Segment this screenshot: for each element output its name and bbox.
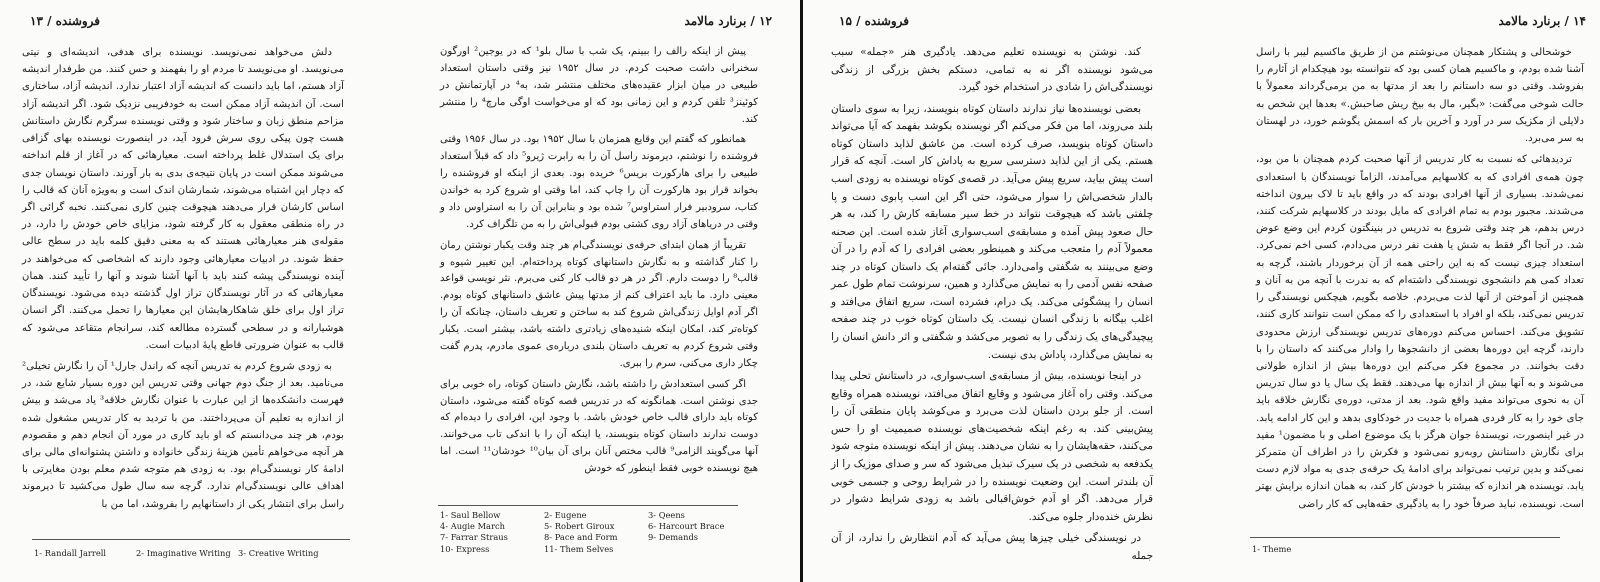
paragraph: تقریباً از همان ابتدای حرفه‌ی نویسندگی‌ام هر چند وقت یکبار نوشتن رمان را کنار گذاشته و به نگارش داستانهای کوتاه پرداخته‌ام. این تغییر شیوه و قالب⁸ را دوست دارم. اگر در هر دو قالب کار کنی می‌برم. نثر نویسی قواعد معینی دارد. ما باید اعتراف کنم از مدتها پیش عاشق داستانهای کوتاه بودم. اگر آدم اوایل زندگی‌اش شروع کند به ساختن و تعریف داستان، چنانکه آن را کوتاه‌تر کند، امکان اینکه شنیده‌های زیادتری داشته باشد، بیشتر است. یکبار وقتی شروع کردم به تعریف داستان بلندی درباره‌ی عموی مادرم، پدرم گفت چکار داری می‌کنی، سرم را ببری. [440, 239, 758, 369]
footnote-row [440, 521, 724, 532]
footnote: 11- Them Selves [544, 543, 614, 554]
page-15-body [831, 44, 1153, 569]
footnote: 1- Saul Bellow [440, 510, 501, 520]
footnote-rule [438, 505, 738, 506]
paragraph: تردیدهائی که نسبت به کار تدریس از آنها صحبت کردم همچنان با من بود، چون همه‌ی افرادی که به کلاسهایم می‌آمدند، الزاماً نویسندگان با استعدادی نمی‌شدند. بسیاری از آنها افرادی بودند که در واقع باید تا لاک بیرون انداخته می‌شدند. مجبور بودم به تمام افرادی که مایل بودند در کلاسهایم شرکت کنند، درس بدهم، هر چند وقتی شروع به تدریس در بنینگتون کردم این وضع عوض شد. در آنجا اگر فقط به شش یا هفت نفر درس می‌دادم، کسی اخم نمی‌کرد. استعداد چیزی نیست که به این راحتی همه از آن برخوردار باشند، گرچه به تعداد کمی هم دانشجوی نویسندگی داشته‌ام که به ندرت با آنچه من به آنان و همچنین از آموختن از آنها لذت می‌بردم. خلاصه بگویم، هیچکس نویسندگی را تدریس نمی‌کند، بلکه او افراد با استعدادی را که ممکن است نتوانند کاری کنند، تشویق می‌کند. احساس می‌کنم دوره‌های تدریس نویسندگی ارزش محدودی دارند، گرچه این دوره‌ها بعضی از دانشجوها را وادار می‌کنند که داستان را با دقت بخوانند. در مجموع فکر می‌کنم این دوره‌ها بیش از اندازه طولانی می‌شوند و به آنها بیش از اندازه بها می‌دهند. فقط یک سال یا دو سال تدریس آن به نحوی می‌تواند مفید واقع شود. بعد از مدتی، دوره‌ی نگارش خلاقه باید جای خود را به کار فردی همراه با جدیت در خودکاوی بدهد و این کار ادامه یابد. در غیر اینصورت، نویسندهٔ جوان هرگز با یک موضوع اصلی و با مضمون¹ مفید برای نگارش داستانش روبه‌رو نمی‌شود و فکرش را در اطراف آن متمرکز نمی‌کند و بدین ترتیب نمی‌تواند برای ادامهٔ یک حرفه‌ی جدی به مواد لازم دست یابد. نویسنده هر اندازه که بیشتر با خودش کار کند، به همان اندازه برایش بهتر است. نویسنده، نباید صرفاً خود را به یادگیری حقه‌هایی که کار راضی [1256, 154, 1584, 510]
footnote: 4- Augie March [440, 521, 505, 532]
page-14-footnotes [1252, 544, 1291, 555]
footnote-row [1252, 544, 1291, 555]
page-13-header: فروشنده / ۱۳ [30, 14, 101, 28]
footnote-row [34, 548, 319, 559]
page-12 [390, 0, 800, 582]
page-14-body [1256, 44, 1584, 517]
page-15-header: فروشنده / ۱۵ [839, 14, 910, 28]
footnote: 6- Harcourt Brace [648, 521, 725, 532]
paragraph: به زودی شروع کردم به تدریس آنچه که راندل جارل¹ آن را نگارش تخیلی² می‌نامید. بعد از جنگ دوم جهانی وقتی تدریس این دوره بسیار شایع شد، در فهرست دانشکده‌ها از این عبارت با عنوان نگارش خلاقه³ یاد می‌شد و بیش از اندازه به تعلیم آن می‌پرداختند. من با تردید به کار تدریس مشغول شده بودم، هر چند می‌دانستم که او باید کاری در مورد آن انجام دهم و مقصودم هر آنچه می‌خواهم تأمین هزینهٔ زندگی خانواده و داشتن پشتوانه‌ای مالی برای ادامهٔ کار نویسندگی‌ام بود. به زودی هم متوجه شدم معلم بودن مغایرتی با اهداف عالی نویسندگی‌ام ندارد. گرچه سه سال طول می‌کشید تا دیرموند راسل برای انتشار یکی از داستانهایم را بفروشد، اما من با [22, 360, 345, 510]
footnote: 7- Farrar Straus [440, 532, 508, 543]
page-15 [803, 0, 1196, 582]
page-13-footnotes [34, 548, 319, 559]
footnote: 3- Qeens [648, 510, 685, 520]
paragraph: دلش می‌خواهد نمی‌نویسد. نویسنده برای هدفی، اندیشه‌ای و نیتی می‌نویسد. او می‌نویسد تا مردم او را بفهمند و حس کنند. من طرفدار اندیشه آزاد هستم، اما باید دانست که اندیشه آزاد اعتبار ندارد. اندیشه آزاد، ساختاری است. آن اندیشه آزاد ممکن است به خودفریبی نزدیک شود. اگر اندیشه آزاد مزاحم منطق زبان و ساختار شود و وقتی نویسنده سرگرم نگارش داستانش هست چون پیکی روی سرش فرود آید، در اینصورت نویسنده بهای گزافی برای یک استدلال غلط پرداخته است. معیارهائی که در آغاز از قلم انداخته می‌شوند ممکن است در پایان نتیجه‌ی بدی به بار آورند. داستان نویسان جدی که دچار این اشتباه می‌شوند، شمارشان اندک است و به‌ویژه آنان که قالب را اساس کارشان قرار می‌دهند هیچوقت چنین کاری نمی‌کنند. نخبه گرائی اگر در راه منطقی معقول به کار گرفته شود، مزایای خاص خودش را دارد، در مقوله‌ی هنر معیارهائی هستند که به معنی دقیق کلمه باید در سطح عالی حفظ شوند. در ادبیات معیارهائی وجود دارند که اشخاصی که می‌خواهند در آینده نویسندگی پیشه کنند باید با آنها آشنا شوند و آنها را تأیید کنند. همان معیارهائی که در آثار نویسندگان تراز اول گذشته دیده می‌شود. نویسندگان تراز اول برای خلق شاهکارهایشان این معیارها را تحمل می‌کنند. اگر انسان هوشیارانه و در سطحی گسترده مطالعه کند، سرانجام متقاعد می‌شود که قالب به عنوان ضرورتی قاطع پایهٔ ادبیات است. [22, 47, 344, 351]
page-13-body [22, 44, 344, 517]
footnote-rule [1250, 537, 1560, 538]
footnote: 1- Randall Jarrell [34, 548, 107, 558]
page-13 [0, 0, 390, 582]
footnote-rule [32, 539, 350, 540]
footnote: 9- Demands [648, 532, 699, 543]
page-12-header: ۱۲ / برنارد مالامد [684, 14, 772, 28]
paragraph: در نویسندگی خیلی چیزها پیش می‌آید که آدم انتظارش را ندارد، از آن جمله [831, 532, 1153, 562]
paragraph: در اینجا نویسنده، بیش از مسابقه‌ی اسب‌سواری، در داستانش تحلی پیدا می‌کند. وقتی راه آغاز می‌شود و وقایع اتفاق می‌افتد، نویسنده همراه وقایع است. از جلو بردن داستان لذت می‌برد و می‌کوشد پایان منطقی آن را پیش‌بینی کند. به رغم اینکه شخصیت‌های نویسنده صمیمیت او را حس می‌کنند، حقه‌هایشان را به نشان می‌دهند. پیش از اینکه نویسنده متوجه شود یکدفعه به شخصی در یک سیرک تبدیل می‌شود که سر و صدای موزیک را از آن بلندتر است. این وضعیت نویسنده را در شرایط روحی و جسمی خوبی قرار می‌دهد. اگر او آدم خوش‌اقبالی باشد به زودی شرایط دشوار در نظرش خنده‌دار جلوه می‌کند. [831, 370, 1153, 523]
page-12-body [440, 44, 758, 482]
paragraph: کند. نوشتن به نویسنده تعلیم می‌دهد. یادگیری هنر «جمله» سبب می‌شود نویسنده اگر نه به تمامی، دستکم بخش بزرگی از زندگی نویسندگی‌اش را شادی در استخدام خود گیرد. [831, 46, 1153, 94]
page-12-footnotes [440, 510, 724, 555]
footnote: 2- Eugene [544, 510, 587, 520]
paragraph: همانطور که گفتم این وقایع همزمان با سال ۱۹۵۲ بود. در سال ۱۹۵۶ وقتی فروشنده را نوشتم، دیرموند راسل آن را به رابرت ژیرو⁵ داد که قبلاً استعداد طبیعی را برای هارکورت بریس⁶ خریده بود. بعدی از اینکه او فروشنده را بخواند قرار بود هارکورت آن را چاپ کند، اما وقتی او شروع کرد به خواندن کتاب، سرودبیر فرار استراوس⁷ شده بود و بنابراین آن را به استراوس داد و وقتی در دریاهای آزاد روی کشتی بودم قبولی‌اش را به من تلگراف کرد. [440, 134, 759, 230]
paragraph: بعضی نویسنده‌ها نیاز ندارند داستان کوتاه بنویسند، زیرا به سوی داستان بلند می‌روند، اما من فکر می‌کنم اگر نویسنده بکوشد بفهمد که آیا می‌تواند داستان کوتاه بنویسد، صرف کرده است. من عاشق لذاید داستان کوتاه هستم. یکی از این لذاید دسترسی سریع به پاداش کار است. آنچه که قرار است پیش بیاید، سریع پیش می‌آید. در قصه‌ی کوتاه نویسنده به زودی اسب بالدار شخصی‌اش را سوار می‌شود، حتی اگر این اسب پابوی دست و پا چلفتی باشد که هیچوقت نتواند در خط سیر مسابقه کارش را کند، به هر حال صعود پیش آمده و مسابقه‌ی اسب‌سواری آغاز شده است. این صحنه معمولاً آدم را متعجب می‌کند و همینطور بعضی افرادی را که آدم را در آن وضع می‌بینند به شگفتی وامی‌دارد. جائی گفته‌ام یک داستان کوتاه در چند صفحه نفس آدمی را به نمایش می‌گذارد و همین، سرنوشت تمام طول عمر انسان را پیشگوئی می‌کند. یک درام، فشرده است، سریع اتفاق می‌افتد و اغلب بیگانه با زندگی انسان نیست. یک داستان کوتاه خوب در چند صفحه پیچیدگی‌های یک زندگی را به تصویر می‌کشد و شگفتی و اثر دانش انسان را به نمایش می‌گذارد، پاداش بدی نیست. [831, 102, 1153, 361]
footnote: 5- Robert Giroux [544, 521, 615, 532]
footnote: 3- Creative Writing [238, 548, 319, 558]
footnote: 8- Pace and Form [544, 532, 618, 543]
footnote: 1- Theme [1252, 544, 1292, 554]
footnote: 2- Imaginative Writing [136, 548, 231, 558]
paragraph: پیش از اینکه رالف را ببینم، یک شب با سال بلو¹ که در یوجین² اورگون سخنرانی داشت صحبت کردم. در سال ۱۹۵۲ نیز وقتی داستان استعداد طبیعی در میان ابزار عقیده‌های مختلف منتشر شد، به⁴ در آپارتمانش در کوئینز³ تلفن کردم و این زمانی بود که او می‌خواست اوگی مارچ⁴ را منتشر کند. [440, 46, 759, 125]
footnote-row [440, 532, 724, 543]
footnote-row [440, 510, 724, 521]
footnote: 10- Express [440, 543, 490, 554]
paragraph: اگر کسی استعدادش را داشته باشد، نگارش داستان کوتاه، راه خوبی برای جدی نوشتن است. همانگونه که در تدریس قصه کوتاه گفته می‌شود، داستان کوتاه باید دارای قالب خاص خودش باشد. با وجود این، افرادی را دیده‌ام که دوست ندارند داستان کوتاه بنویسند، یا اینکه آن را با اندکی تاب می‌خوانند. آنها می‌گویند الزامی⁹ قالب مختص آنان برای آن بیان¹⁰ خودشان¹¹ است. اما هیچ نویسنده خوبی فقط اینطور که خودش [440, 378, 758, 474]
page-14 [1196, 0, 1600, 582]
page-14-header: ۱۴ / برنارد مالامد [1498, 14, 1586, 28]
footnote-row [440, 544, 724, 555]
paragraph: خوشحالی و پشتکار همچنان می‌نوشتم من از طریق ماکسیم لیبر با راسل آشنا شده بودم، و ماکسیم همان کسی بود که نتوانسته بود هیچکدام از آثارم را بفروشد. وقتی دو سه داستانم را بعد از مدتها به من برمی‌گرداند معمولاً با حالت شوخی می‌گفت: «بگیر، مال به بیخ ریش صاحبش.» بعدها این شخص به دلایلی از مکزیک سر در آورد و آخرین بار که اسمش یگوشم خورد، در لهستان به سر می‌برد. [1256, 47, 1584, 145]
